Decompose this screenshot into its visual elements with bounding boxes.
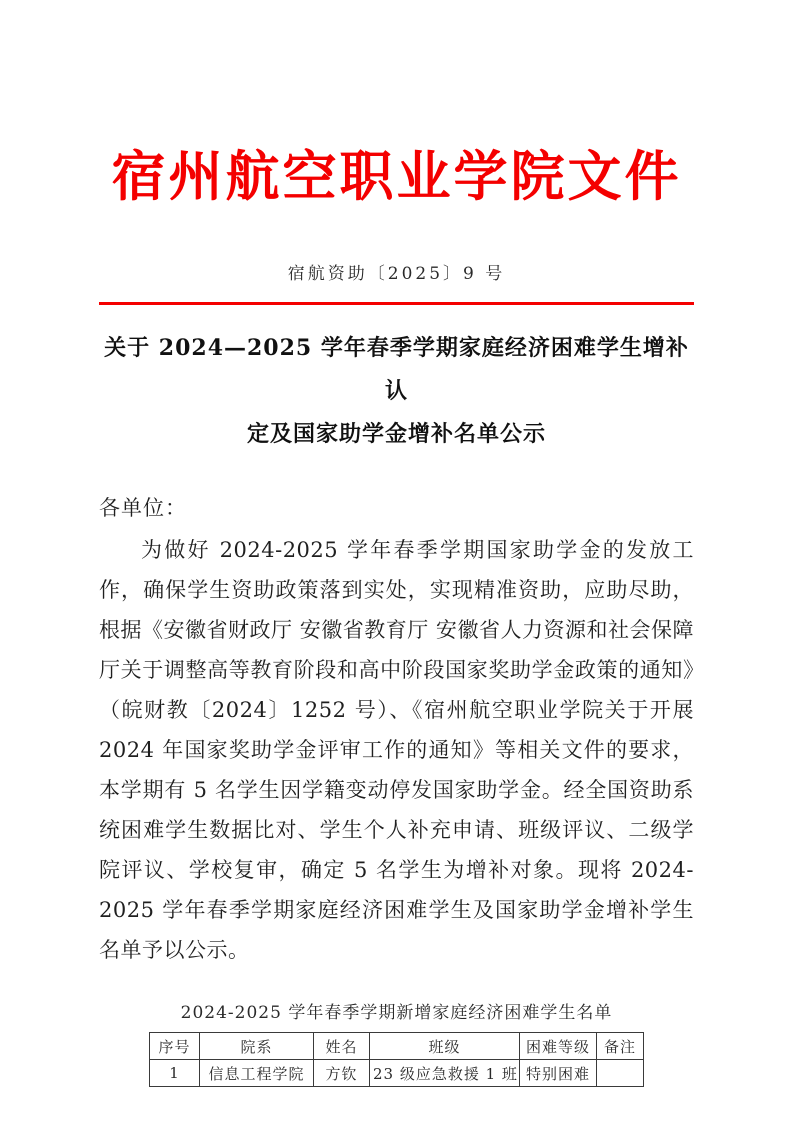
roster-table (149, 1032, 644, 1087)
header-cell-serial: 序号 (150, 1033, 200, 1060)
header-cell-remark: 备注 (597, 1033, 644, 1060)
cell-name: 方钦 (314, 1060, 370, 1087)
document-content (99, 146, 694, 1087)
body-paragraph: 为做好 2024-2025 学年春季学期国家助学金的发放工作，确保学生资助政策落到实处，实现精准资助，应助尽助，根据《安徽省财政厅 安徽省教育厅 安徽省人力资源和社会保障厅关于调整高等教育阶段和高中阶段国家奖助学金政策的通知》（皖财教〔2024〕1252 号）、《宿州航空职业学院关于开展 2024 年国家奖助学金评审工作的通知》等相关文件的要求，本学期有 5 名学生因学籍变动停发国家助学金。经全国资助系统困难学生数据比对、学生个人补充申请、班级评议、二级学院评议、学校复审，确定 5 名学生为增补对象。现将 2024-2025 学年春季学期家庭经济困难学生及国家助学金增补学生名单予以公示。 (99, 538, 694, 963)
cell-class: 23 级应急救援 1 班 (370, 1060, 520, 1087)
header-cell-name: 姓名 (314, 1033, 370, 1060)
cell-remark (597, 1060, 644, 1087)
red-divider-line (99, 302, 694, 305)
cell-difficulty-level: 特别困难 (520, 1060, 597, 1087)
org-header-title: 宿州航空职业学院文件 (111, 144, 682, 208)
header-cell-department: 院系 (200, 1033, 314, 1060)
document-title (99, 327, 694, 456)
table-header-row (150, 1033, 644, 1060)
header-cell-class: 班级 (370, 1033, 520, 1060)
document-title-line-2: 定及国家助学金增补名单公示 (246, 421, 546, 448)
table-row (150, 1060, 644, 1087)
cell-department: 信息工程学院 (200, 1060, 314, 1087)
doc-number: 宿航资助〔2025〕9 号 (287, 264, 506, 285)
cell-serial: 1 (150, 1060, 200, 1087)
salutation: 各单位： (99, 496, 187, 521)
roster-table-title: 2024-2025 学年春季学期新增家庭经济困难学生名单 (180, 1003, 613, 1024)
document-title-line-1: 关于 2024—2025 学年春季学期家庭经济困难学生增补认 (104, 335, 689, 405)
header-cell-difficulty-level: 困难等级 (520, 1033, 597, 1060)
